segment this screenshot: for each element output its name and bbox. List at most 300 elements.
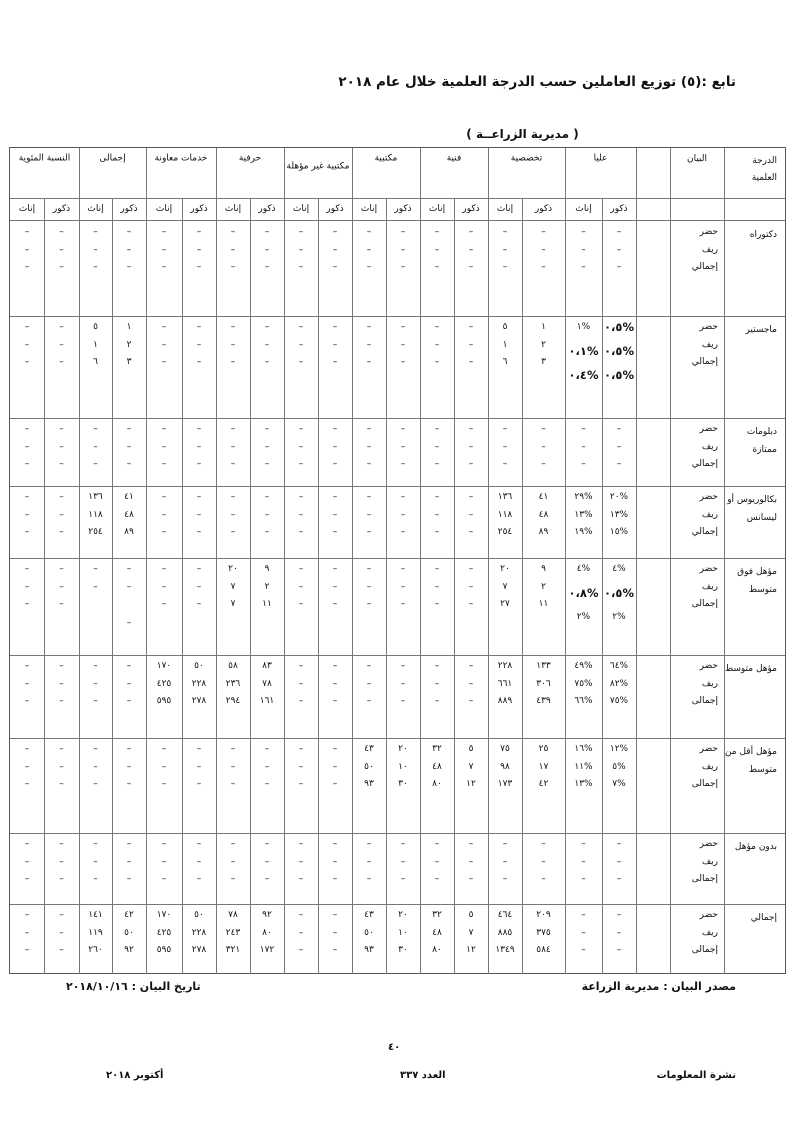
table-cell: –: [400, 424, 406, 434]
page-subtitle: ( مديرية الزراعــة ): [466, 127, 579, 141]
table-cell: ٩: [541, 564, 546, 574]
column-group-header: خدمات معاونة: [154, 153, 208, 164]
table-cell: –: [59, 761, 64, 772]
column-group-header: عليا: [593, 153, 608, 164]
table-cell: –: [24, 856, 30, 867]
table-cell: –: [196, 744, 202, 754]
table-cell: –: [541, 244, 546, 255]
table-cell: –: [93, 424, 98, 434]
table-cell: –: [230, 744, 236, 754]
table-cell: –: [400, 678, 406, 689]
table-cell: –: [468, 459, 474, 469]
table-cell: –: [502, 839, 508, 849]
degree-label: بدون مؤهل: [734, 842, 777, 852]
table-cell: ٤١: [538, 492, 549, 502]
table-cell: %١: [576, 322, 591, 332]
table-cell: ٢٠: [398, 910, 408, 920]
statement-label: ريف: [701, 927, 718, 938]
table-cell: –: [616, 244, 622, 255]
table-cell: –: [366, 527, 372, 537]
table-cell: %١٩: [574, 527, 593, 537]
table-cell: –: [24, 581, 30, 592]
table-cell: –: [468, 564, 474, 574]
table-cell: –: [541, 227, 546, 237]
table-cell: –: [24, 945, 30, 955]
table-cell: –: [93, 661, 98, 671]
table-cell: –: [434, 262, 440, 272]
table-cell: –: [24, 779, 30, 789]
table-cell: –: [230, 856, 236, 867]
degree-label: بكالوريوس أو ليسانس: [727, 495, 777, 523]
table-cell: –: [298, 581, 304, 592]
female-subheader: إناث: [87, 204, 104, 214]
table-cell: %٨٢: [609, 678, 629, 689]
table-cell: –: [161, 509, 167, 520]
table-cell: –: [434, 527, 440, 537]
table-cell: %٢: [612, 612, 626, 622]
table-cell: ١١٩: [88, 927, 103, 938]
table-cell: –: [59, 357, 64, 367]
table-cell: –: [59, 492, 64, 502]
table-cell: –: [332, 441, 338, 452]
table-cell: ٢: [126, 339, 132, 350]
table-cell: –: [24, 459, 30, 469]
table-cell: ٢٩٤: [225, 696, 241, 706]
table-cell: –: [161, 856, 167, 867]
table-cell: –: [298, 441, 304, 452]
table-cell: –: [298, 910, 304, 920]
row-divider: [10, 316, 785, 317]
table-cell: –: [581, 945, 586, 955]
table-cell: –: [24, 339, 30, 350]
table-cell: ٢٧٨: [191, 945, 207, 955]
table-cell: ٦: [93, 357, 98, 367]
table-cell: %٧: [612, 779, 626, 789]
table-cell: –: [434, 424, 440, 434]
table-cell: –: [332, 424, 338, 434]
table-cell: –: [434, 874, 440, 884]
table-cell: ٢٥: [538, 744, 549, 754]
table-cell: ٢٠٩: [536, 910, 551, 920]
table-cell: –: [366, 856, 372, 867]
table-cell: –: [126, 661, 132, 671]
table-cell: –: [59, 744, 64, 754]
table-cell: –: [298, 459, 304, 469]
row-divider: [10, 833, 785, 834]
table-cell: –: [59, 874, 64, 884]
table-cell: ١٠: [398, 927, 408, 938]
table-cell: ٤٨: [124, 509, 134, 520]
table-cell: –: [468, 357, 474, 367]
table-cell: –: [196, 581, 202, 592]
table-cell: –: [400, 839, 406, 849]
table-cell: –: [434, 459, 440, 469]
table-cell: –: [332, 910, 338, 920]
table-cell: –: [264, 441, 270, 452]
table-cell: –: [264, 527, 270, 537]
table-cell: ١١٨: [88, 509, 103, 520]
statement-label: حضر: [699, 839, 718, 849]
table-cell: –: [332, 227, 338, 237]
male-subheader: ذكور: [52, 204, 71, 214]
table-cell: –: [230, 357, 236, 367]
statement-label: حضر: [699, 744, 718, 754]
table-cell: –: [93, 459, 98, 469]
table-cell: –: [264, 424, 270, 434]
table-cell: ٤٣: [364, 910, 374, 920]
table-cell: –: [468, 492, 474, 502]
table-cell: –: [24, 678, 30, 689]
column-group-header: فنية: [446, 153, 462, 164]
table-cell: –: [366, 441, 372, 452]
table-cell: –: [434, 441, 440, 452]
table-cell: –: [264, 322, 270, 332]
table-cell: ١٦١: [259, 696, 275, 706]
table-cell: –: [24, 910, 30, 920]
table-cell: –: [332, 509, 338, 520]
table-cell: –: [616, 839, 622, 849]
table-cell: –: [126, 262, 132, 272]
table-cell: ٢: [541, 339, 546, 350]
table-cell: –: [230, 339, 236, 350]
column-divider: [250, 198, 251, 974]
table-cell: –: [24, 322, 30, 332]
table-cell: –: [468, 227, 474, 237]
table-cell: –: [434, 678, 440, 689]
table-cell: –: [366, 262, 372, 272]
table-cell: –: [434, 696, 440, 706]
table-cell: –: [298, 744, 304, 754]
table-cell: –: [126, 227, 132, 237]
table-cell: –: [230, 509, 236, 520]
table-cell: ٢٤٣: [225, 927, 241, 938]
table-cell: –: [24, 357, 30, 367]
table-cell: –: [161, 424, 167, 434]
table-cell: –: [93, 696, 98, 706]
table-cell: –: [230, 761, 236, 772]
table-cell: –: [541, 459, 546, 469]
male-subheader: ذكور: [120, 204, 138, 214]
table-cell: –: [59, 424, 64, 434]
table-cell: –: [298, 945, 304, 955]
table-cell: –: [400, 599, 406, 609]
table-cell: ٥: [502, 322, 508, 332]
table-cell: ٢٣٦: [225, 678, 241, 689]
table-cell: ١١: [262, 599, 272, 609]
table-cell: –: [366, 227, 372, 237]
table-cell: –: [581, 424, 586, 434]
table-cell: ٨٩: [538, 527, 549, 537]
table-cell: ١١: [538, 599, 549, 609]
data-source: مصدر البيان : مديرية الزراعة: [581, 980, 736, 993]
table-cell: ٤٦٤: [497, 910, 513, 920]
statement-label: ريف: [701, 244, 718, 255]
table-cell: –: [126, 839, 132, 849]
statement-label: حضر: [699, 564, 718, 574]
table-cell: ٩٣: [364, 945, 374, 955]
table-cell: %٠،٥: [604, 586, 634, 600]
table-cell: –: [332, 262, 338, 272]
table-cell: –: [502, 262, 508, 272]
table-cell: –: [332, 322, 338, 332]
footer-publication: نشرة المعلومات: [656, 1070, 736, 1081]
table-cell: ٧٨: [228, 910, 238, 920]
table-cell: ٧: [468, 927, 474, 938]
table-cell: ٥٠: [364, 927, 374, 938]
table-cell: –: [366, 678, 372, 689]
table-cell: –: [196, 227, 202, 237]
table-cell: –: [616, 441, 622, 452]
female-subheader: إناث: [155, 204, 173, 214]
table-cell: %٠،٤: [568, 368, 599, 382]
table-cell: –: [24, 696, 30, 706]
table-cell: –: [264, 856, 270, 867]
table-cell: %٢: [576, 612, 591, 622]
table-cell: –: [126, 761, 132, 772]
table-cell: –: [298, 509, 304, 520]
table-cell: –: [400, 441, 406, 452]
table-cell: –: [434, 581, 440, 592]
table-cell: –: [400, 262, 406, 272]
column-group-header: مكتبية غير مؤهلة: [286, 161, 350, 172]
table-cell: ٤٨: [432, 927, 442, 938]
table-cell: –: [59, 441, 64, 452]
table-cell: ٤٣٩: [536, 696, 551, 706]
table-cell: –: [366, 459, 372, 469]
table-cell: ٢٠: [500, 564, 510, 574]
table-cell: –: [161, 459, 167, 469]
table-cell: –: [24, 492, 30, 502]
table-cell: –: [502, 424, 508, 434]
table-cell: –: [332, 661, 338, 671]
table-cell: –: [230, 779, 236, 789]
degree-label: مؤهل متوسط: [724, 664, 777, 674]
column-group-header: تخصصية: [510, 153, 543, 164]
table-cell: –: [161, 339, 167, 350]
table-cell: ١٧٣: [497, 779, 513, 789]
male-subheader: ذكور: [326, 204, 344, 214]
table-cell: –: [24, 599, 30, 609]
table-cell: –: [24, 424, 30, 434]
table-cell: –: [541, 424, 546, 434]
table-cell: –: [332, 761, 338, 772]
table-cell: –: [400, 564, 406, 574]
statement-label: إجمالى: [691, 696, 718, 706]
table-cell: –: [24, 441, 30, 452]
table-cell: –: [581, 856, 586, 867]
table-cell: –: [298, 761, 304, 772]
table-cell: –: [332, 244, 338, 255]
table-cell: –: [264, 357, 270, 367]
table-cell: –: [616, 459, 622, 469]
table-cell: –: [616, 874, 622, 884]
table-cell: –: [366, 581, 372, 592]
table-cell: ٣٢: [432, 744, 442, 754]
table-cell: –: [400, 874, 406, 884]
table-cell: ٥: [468, 910, 474, 920]
table-cell: –: [541, 874, 546, 884]
table-cell: –: [298, 599, 304, 609]
table-cell: %١٣: [609, 509, 629, 520]
male-subheader: ذكور: [534, 204, 553, 214]
table-cell: –: [616, 910, 622, 920]
statement-label: إجمالي: [691, 527, 718, 537]
table-cell: –: [161, 744, 167, 754]
table-cell: –: [332, 927, 338, 938]
table-cell: –: [400, 357, 406, 367]
table-cell: –: [434, 509, 440, 520]
table-cell: –: [59, 262, 64, 272]
table-cell: –: [581, 262, 586, 272]
table-cell: –: [541, 262, 546, 272]
table-cell: –: [93, 744, 98, 754]
table-cell: ٤٢: [538, 779, 549, 789]
table-cell: –: [24, 262, 30, 272]
table-cell: –: [126, 441, 132, 452]
table-cell: –: [264, 244, 270, 255]
table-cell: –: [93, 262, 98, 272]
table-cell: %٦٤: [609, 661, 629, 671]
table-cell: –: [468, 874, 474, 884]
table-cell: –: [298, 322, 304, 332]
table-cell: ٢٠: [398, 744, 408, 754]
table-cell: ٥٨: [228, 661, 238, 671]
table-cell: –: [332, 779, 338, 789]
table-cell: –: [196, 599, 202, 609]
table-cell: –: [400, 322, 406, 332]
table-cell: ٧٥: [500, 744, 510, 754]
table-cell: –: [161, 322, 167, 332]
table-cell: %١١: [574, 761, 593, 772]
table-cell: ٢٢٨: [191, 927, 207, 938]
table-cell: –: [196, 424, 202, 434]
table-cell: ٧: [468, 761, 474, 772]
table-cell: –: [468, 678, 474, 689]
table-cell: –: [59, 322, 64, 332]
table-cell: –: [59, 856, 64, 867]
table-cell: ٣٠: [398, 945, 408, 955]
table-cell: –: [332, 339, 338, 350]
table-cell: –: [434, 599, 440, 609]
table-cell: –: [93, 244, 98, 255]
table-cell: ١: [93, 339, 98, 350]
table-cell: –: [502, 227, 508, 237]
table-cell: –: [59, 839, 64, 849]
table-cell: ٢٧٨: [191, 696, 207, 706]
table-cell: –: [616, 927, 622, 938]
table-cell: –: [196, 856, 202, 867]
statement-label: إجمالى: [691, 779, 718, 789]
table-cell: –: [59, 244, 64, 255]
column-divider: [386, 198, 387, 974]
table-cell: –: [616, 945, 622, 955]
table-cell: –: [332, 839, 338, 849]
statement-label: ريف: [701, 678, 718, 689]
male-subheader: ذكور: [394, 204, 412, 214]
column-divider: [420, 148, 421, 974]
table-cell: ٢٧: [500, 599, 510, 609]
statement-label: ريف: [701, 509, 718, 520]
table-cell: –: [126, 618, 132, 628]
table-cell: –: [264, 744, 270, 754]
table-cell: –: [264, 227, 270, 237]
table-cell: –: [161, 227, 167, 237]
table-cell: ٦: [502, 357, 508, 367]
table-cell: ٩: [264, 564, 270, 574]
table-cell: –: [126, 856, 132, 867]
female-subheader: إناث: [428, 204, 446, 214]
table-cell: ١: [541, 322, 546, 332]
table-cell: –: [400, 227, 406, 237]
subheader-divider: [10, 220, 785, 221]
table-cell: –: [93, 678, 98, 689]
table-cell: –: [196, 564, 202, 574]
table-cell: –: [59, 581, 64, 592]
table-cell: –: [264, 779, 270, 789]
table-cell: ٨٨٩: [497, 696, 513, 706]
column-group-header: إجمالى: [99, 153, 126, 164]
table-cell: –: [581, 927, 586, 938]
table-cell: –: [93, 761, 98, 772]
table-cell: ١٤١: [88, 910, 103, 920]
table-cell: ٣: [541, 357, 546, 367]
table-cell: –: [264, 459, 270, 469]
column-divider: [352, 148, 353, 974]
table-cell: ٥: [93, 322, 98, 332]
table-cell: %١٣: [574, 509, 593, 520]
table-cell: –: [230, 441, 236, 452]
statement-label: ريف: [701, 581, 718, 592]
male-subheader: ذكور: [610, 204, 628, 214]
table-cell: ١٣٦: [88, 492, 103, 502]
column-divider: [146, 148, 147, 974]
table-cell: –: [366, 839, 372, 849]
table-cell: –: [298, 564, 304, 574]
table-cell: ٤٢: [124, 910, 134, 920]
table-cell: ٤١: [124, 492, 134, 502]
table-cell: ٩٣: [364, 779, 374, 789]
table-cell: ٣٠: [398, 779, 408, 789]
table-cell: ١٧: [538, 761, 549, 772]
table-cell: –: [126, 581, 132, 592]
table-cell: –: [332, 678, 338, 689]
statement-label: حضر: [699, 492, 718, 502]
table-cell: ٣٧٥: [536, 927, 551, 938]
table-cell: –: [366, 244, 372, 255]
table-cell: ١٣٣: [536, 661, 551, 671]
table-cell: –: [196, 339, 202, 350]
statement-label: إجمالى: [691, 599, 718, 609]
table-cell: –: [161, 527, 167, 537]
footer-month: أكتوبر ٢٠١٨: [106, 1070, 164, 1081]
row-divider: [10, 418, 785, 419]
table-cell: –: [59, 910, 64, 920]
table-cell: ٨٩: [124, 527, 134, 537]
table-cell: ٧: [230, 581, 236, 592]
column-divider: [318, 198, 319, 974]
table-cell: –: [161, 492, 167, 502]
table-cell: –: [196, 244, 202, 255]
table-cell: –: [230, 424, 236, 434]
table-cell: ٨٠: [262, 927, 272, 938]
table-cell: ٥٠: [194, 910, 204, 920]
table-cell: –: [59, 227, 64, 237]
table-cell: –: [230, 459, 236, 469]
table-cell: –: [332, 874, 338, 884]
table-cell: –: [59, 779, 64, 789]
table-cell: –: [196, 527, 202, 537]
table-cell: –: [24, 661, 30, 671]
